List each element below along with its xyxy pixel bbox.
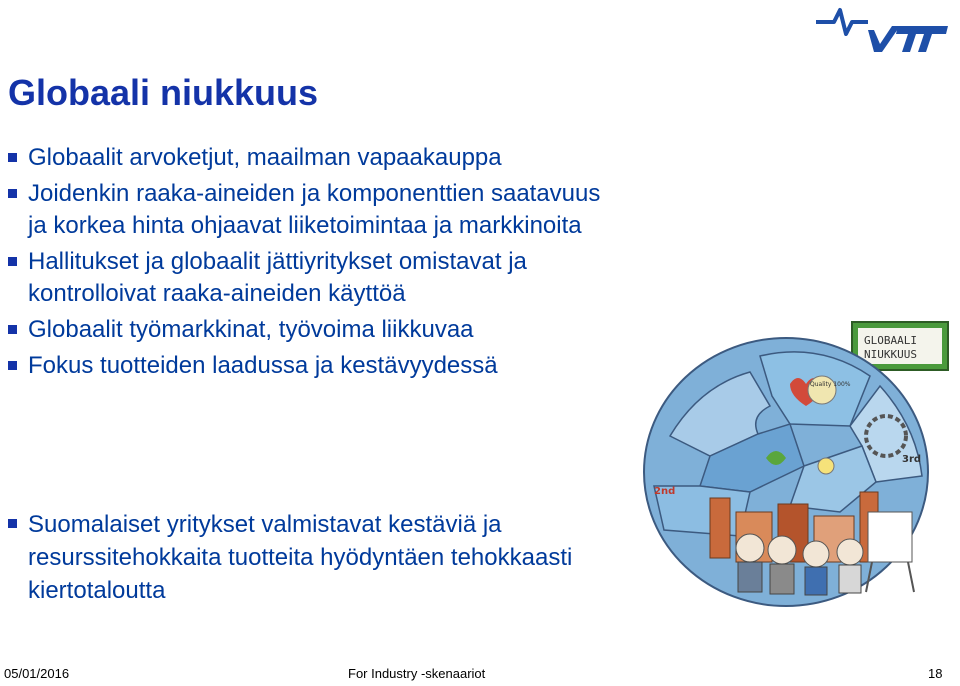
sign-text-1: GLOBAALI [864, 334, 917, 347]
sign-text-2: NIUKKUUS [864, 348, 917, 361]
bullet-list [8, 142, 648, 382]
bullet-square-icon [8, 519, 17, 528]
globe-puzzle-illustration [640, 316, 960, 608]
bullet-square-icon [8, 257, 17, 266]
bullet-square-icon [8, 189, 17, 198]
bullet-item: Globaalit työmarkkinat, työvoima liikkuvaa [8, 314, 648, 346]
footer-date: 05/01/2016 [4, 666, 70, 681]
page-number: 18 [928, 666, 943, 681]
vtt-logo [812, 4, 952, 56]
bullet-item: Fokus tuotteiden laadussa ja kestävyydessä [8, 350, 648, 382]
lightbulb-icon [818, 458, 834, 474]
bullet-item: Hallitukset ja globaalit jättiyritykset omistavat ja kontrolloivat raaka-aineiden käyttöä [8, 246, 648, 310]
rank-3rd-label: 3rd [902, 454, 922, 465]
bullet-item: Suomalaiset yritykset valmistavat kestäviä ja resurssitehokkaita tuotteita hyödyntäen tehokkaasti kiertotaloutta [8, 508, 648, 607]
bullet-square-icon [8, 361, 17, 370]
rank-2nd-label: 2nd [654, 486, 676, 497]
bullet-list-secondary [8, 508, 648, 607]
bullet-item: Joidenkin raaka-aineiden ja komponenttien saatavuus ja korkea hinta ohjaavat liiketoimintaa ja markkinoita [8, 178, 648, 242]
bullet-square-icon [8, 325, 17, 334]
quality-badge-text: Quality 100% [810, 381, 851, 388]
slide-title: Globaali niukkuus [8, 72, 319, 113]
bullet-square-icon [8, 153, 17, 162]
footer-title: For Industry -skenaariot [348, 666, 486, 681]
bullet-item: Globaalit arvoketjut, maailman vapaakauppa [8, 142, 648, 174]
flipchart [866, 512, 914, 592]
